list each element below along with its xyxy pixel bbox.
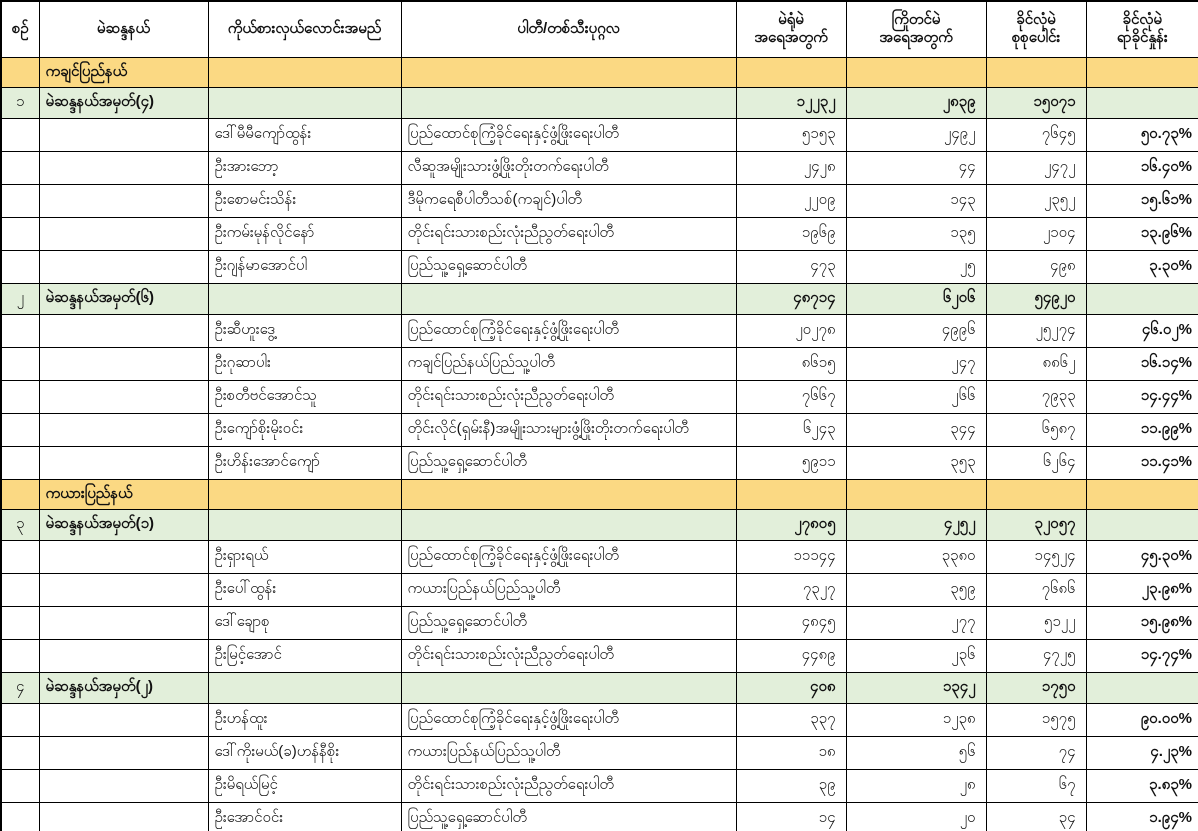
valid-percent-cell [1086, 479, 1198, 509]
constituency-name-cell [39, 769, 208, 802]
advance-votes-cell: ၆၂၀၆ [846, 283, 986, 314]
header-station-votes-line2: အရေအတွက် [754, 29, 828, 47]
valid-percent-cell: ၁၁.၄၁% [1086, 446, 1198, 479]
constituency-name-cell [39, 314, 208, 347]
candidate-name-cell: ဦးမိရယ်မြင့် [208, 769, 401, 802]
table-row [1, 380, 1198, 413]
party-cell [401, 87, 736, 118]
party-cell: တိုင်းရင်းသားစည်းလုံးညီညွတ်ရေးပါတီ [401, 380, 736, 413]
candidate-name-cell: ဦးအားဘော့ [208, 151, 401, 184]
table-row [1, 573, 1198, 606]
party-cell [401, 672, 736, 703]
valid-total-cell: ၇၄ [986, 736, 1086, 769]
station-votes-cell: ၂၇၈၀၅ [736, 509, 846, 540]
candidate-name-cell: ဒေါ်မီမီကျော်ထွန်း [208, 118, 401, 151]
station-votes-cell: ၄၈၄၅ [736, 606, 846, 639]
party-cell: ပြည်သူ့ရှေ့ဆောင်ပါတီ [401, 446, 736, 479]
party-cell: ကချင်ပြည်နယ်ပြည်သူ့ပါတီ [401, 347, 736, 380]
station-votes-cell: ၂၄၂၈ [736, 151, 846, 184]
candidate-name-cell: ဦးဂျန်မာအောင်ပါ [208, 250, 401, 283]
party-cell: ပြည်ထောင်စုကြံ့ခိုင်ရေးနှင့်ဖွံ့ဖြိုးရေးပါတီ [401, 118, 736, 151]
serial-cell [1, 118, 39, 151]
serial-cell [1, 703, 39, 736]
valid-total-cell: ၁၅၀၇၁ [986, 87, 1086, 118]
serial-cell: ၃ [1, 509, 39, 540]
valid-total-cell: ၄၇၂၅ [986, 639, 1086, 672]
valid-total-cell: ၃၄ [986, 802, 1086, 831]
station-votes-cell: ၅၁၅၃ [736, 118, 846, 151]
valid-total-cell: ၅၄၉၂၀ [986, 283, 1086, 314]
candidate-name-cell: ဒေါ်ချောစု [208, 606, 401, 639]
party-cell: တိုင်းရင်းသားစည်းလုံးညီညွတ်ရေးပါတီ [401, 217, 736, 250]
table-body [1, 57, 1198, 831]
valid-percent-cell: ၃.၃၀% [1086, 250, 1198, 283]
valid-total-cell: ၁၄၅၂၄ [986, 540, 1086, 573]
valid-total-cell: ၂၃၅၂ [986, 184, 1086, 217]
valid-percent-cell: ၁၃.၉၆% [1086, 217, 1198, 250]
valid-percent-cell: ၁၄.၇၄% [1086, 639, 1198, 672]
header-advance-votes-line1: ကြိုတင်မဲ [891, 10, 941, 28]
advance-votes-cell: ၂၄၉၂ [846, 118, 986, 151]
header-candidate-name: ကိုယ်စားလှယ်လောင်းအမည် [208, 1, 401, 57]
advance-votes-cell: ၁၃၅ [846, 217, 986, 250]
station-votes-cell: ၅၉၁၁ [736, 446, 846, 479]
constituency-name-cell [39, 703, 208, 736]
serial-cell [1, 802, 39, 831]
serial-cell [1, 57, 39, 87]
table-row [1, 672, 1198, 703]
serial-cell [1, 639, 39, 672]
table-row [1, 639, 1198, 672]
valid-percent-cell [1086, 283, 1198, 314]
serial-cell [1, 151, 39, 184]
station-votes-cell: ၁၂၂၃၂ [736, 87, 846, 118]
state-name-cell: ကယားပြည်နယ် [39, 479, 208, 509]
advance-votes-cell: ၁၃၄၂ [846, 672, 986, 703]
table-row [1, 118, 1198, 151]
constituency-name-cell [39, 606, 208, 639]
candidate-name-cell: ဦးအောင်ဝင်း [208, 802, 401, 831]
valid-percent-cell [1086, 87, 1198, 118]
advance-votes-cell: ၅၆ [846, 736, 986, 769]
valid-total-cell [986, 479, 1086, 509]
advance-votes-cell: ၂၀ [846, 802, 986, 831]
valid-percent-cell: ၄၅.၃၀% [1086, 540, 1198, 573]
candidate-name-cell: ဦးဟန်ထူး [208, 703, 401, 736]
station-votes-cell: ၇၆၆၇ [736, 380, 846, 413]
serial-cell: ၂ [1, 283, 39, 314]
constituency-name-cell: မဲဆန္ဒနယ်အမှတ်(၁) [39, 509, 208, 540]
valid-total-cell: ၆၇ [986, 769, 1086, 802]
party-cell: ဒီမိုကရေစီပါတီသစ်(ကချင်)ပါတီ [401, 184, 736, 217]
constituency-name-cell [39, 413, 208, 446]
party-cell: ပြည်ထောင်စုကြံ့ခိုင်ရေးနှင့်ဖွံ့ဖြိုးရေးပါတီ [401, 314, 736, 347]
table-row [1, 250, 1198, 283]
candidate-name-cell: ဦးကမ်းမုန်လိုင်နော် [208, 217, 401, 250]
serial-cell [1, 606, 39, 639]
station-votes-cell: ၄၀၈ [736, 672, 846, 703]
party-cell [401, 509, 736, 540]
valid-percent-cell: ၅၀.၇၃% [1086, 118, 1198, 151]
serial-cell: ၄ [1, 672, 39, 703]
advance-votes-cell: ၁၄၃ [846, 184, 986, 217]
candidate-name-cell: ဒေါ်ကိုးမယ်(ခ)ဟန်နီစိုး [208, 736, 401, 769]
table-header [1, 1, 1198, 57]
table-row [1, 151, 1198, 184]
serial-cell [1, 217, 39, 250]
candidate-name-cell: ဦးကျော်စိုးမိုးဝင်း [208, 413, 401, 446]
serial-cell [1, 540, 39, 573]
header-constituency: မဲဆန္ဒနယ် [39, 1, 208, 57]
table-row [1, 57, 1198, 87]
constituency-name-cell [39, 347, 208, 380]
party-cell: ပြည်သူ့ရှေ့ဆောင်ပါတီ [401, 802, 736, 831]
serial-cell [1, 347, 39, 380]
advance-votes-cell: ၂၃၆ [846, 639, 986, 672]
party-cell: ပြည်သူ့ရှေ့ဆောင်ပါတီ [401, 606, 736, 639]
station-votes-cell: ၁၉၆၉ [736, 217, 846, 250]
valid-percent-cell: ၁၆.၄၀% [1086, 151, 1198, 184]
table-row [1, 736, 1198, 769]
header-valid-total-line2: စုစုပေါင်း [1011, 29, 1061, 47]
party-cell: တိုင်းလိုင်(ရှမ်းနီ)အမျိုးသားများဖွံ့ဖြိုးတိုးတက်ရေးပါတီ [401, 413, 736, 446]
valid-percent-cell: ၂၃.၉၈% [1086, 573, 1198, 606]
valid-percent-cell: ၁၆.၁၄% [1086, 347, 1198, 380]
valid-total-cell: ၄၉၈ [986, 250, 1086, 283]
header-valid-percent-line2: ရာခိုင်နှုန်း [1116, 29, 1168, 47]
valid-percent-cell: ၁၁.၉၉% [1086, 413, 1198, 446]
advance-votes-cell: ၂၈၃၉ [846, 87, 986, 118]
party-cell: တိုင်းရင်းသားစည်းလုံးညီညွတ်ရေးပါတီ [401, 769, 736, 802]
serial-cell: ၁ [1, 87, 39, 118]
station-votes-cell: ၄၈၇၁၄ [736, 283, 846, 314]
header-valid-total-line1: ခိုင်လုံမဲ [1016, 10, 1056, 28]
station-votes-cell: ၁၈ [736, 736, 846, 769]
station-votes-cell: ၁၄ [736, 802, 846, 831]
table-row [1, 479, 1198, 509]
constituency-name-cell [39, 639, 208, 672]
header-advance-votes [846, 1, 986, 57]
party-cell: ကယားပြည်နယ်ပြည်သူ့ပါတီ [401, 736, 736, 769]
header-valid-percent-line1: ခိုင်လုံမဲ [1122, 10, 1162, 28]
state-name-cell: ကချင်ပြည်နယ် [39, 57, 208, 87]
station-votes-cell: ၄၇၃ [736, 250, 846, 283]
constituency-name-cell [39, 151, 208, 184]
table-row [1, 606, 1198, 639]
constituency-name-cell: မဲဆန္ဒနယ်အမှတ်(၂) [39, 672, 208, 703]
serial-cell [1, 184, 39, 217]
valid-total-cell: ၂၄၇၂ [986, 151, 1086, 184]
valid-total-cell: ၇၆၈၆ [986, 573, 1086, 606]
valid-percent-cell: ၁၅.၉၈% [1086, 606, 1198, 639]
station-votes-cell: ၈၆၁၅ [736, 347, 846, 380]
constituency-name-cell [39, 217, 208, 250]
candidate-name-cell: ဦးပေါ်ထွန်း [208, 573, 401, 606]
constituency-name-cell [39, 736, 208, 769]
serial-cell [1, 736, 39, 769]
table-row [1, 87, 1198, 118]
advance-votes-cell: ၂၄၇ [846, 347, 986, 380]
serial-cell [1, 769, 39, 802]
advance-votes-cell [846, 479, 986, 509]
valid-percent-cell: ၁၅.၆၁% [1086, 184, 1198, 217]
header-station-votes [736, 1, 846, 57]
constituency-name-cell: မဲဆန္ဒနယ်အမှတ်(၆) [39, 283, 208, 314]
valid-percent-cell: ၃.၈၃% [1086, 769, 1198, 802]
valid-total-cell: ၆၅၈၇ [986, 413, 1086, 446]
table-row [1, 446, 1198, 479]
serial-cell [1, 413, 39, 446]
candidate-name-cell: ဦးရှားရယ် [208, 540, 401, 573]
table-row [1, 802, 1198, 831]
serial-cell [1, 573, 39, 606]
advance-votes-cell: ၃၃၈၀ [846, 540, 986, 573]
advance-votes-cell: ၄၄ [846, 151, 986, 184]
valid-percent-cell: ၉၀.၀၀% [1086, 703, 1198, 736]
station-votes-cell: ၃၉ [736, 769, 846, 802]
table-row [1, 283, 1198, 314]
valid-total-cell: ၅၁၂၂ [986, 606, 1086, 639]
station-votes-cell: ၃၃၇ [736, 703, 846, 736]
advance-votes-cell: ၄၂၅၂ [846, 509, 986, 540]
station-votes-cell: ၄၄၈၉ [736, 639, 846, 672]
station-votes-cell: ၁၁၁၄၄ [736, 540, 846, 573]
party-cell: ပြည်သူ့ရှေ့ဆောင်ပါတီ [401, 250, 736, 283]
station-votes-cell: ၂၂၀၉ [736, 184, 846, 217]
table-row [1, 509, 1198, 540]
serial-cell [1, 380, 39, 413]
party-cell [401, 283, 736, 314]
advance-votes-cell: ၁၂၃၈ [846, 703, 986, 736]
advance-votes-cell: ၂၇၇ [846, 606, 986, 639]
candidate-name-cell: ဦးမြင့်အောင် [208, 639, 401, 672]
valid-total-cell: ၇၆၄၅ [986, 118, 1086, 151]
table-row [1, 314, 1198, 347]
valid-percent-cell: ၁၄.၄၄% [1086, 380, 1198, 413]
serial-cell [1, 479, 39, 509]
candidate-name-cell [208, 57, 401, 87]
advance-votes-cell: ၂၅ [846, 250, 986, 283]
header-advance-votes-line2: အရေအတွက် [879, 29, 953, 47]
party-cell: ပြည်ထောင်စုကြံ့ခိုင်ရေးနှင့်ဖွံ့ဖြိုးရေးပါတီ [401, 703, 736, 736]
valid-total-cell: ၁၅၇၅ [986, 703, 1086, 736]
constituency-name-cell: မဲဆန္ဒနယ်အမှတ်(၄) [39, 87, 208, 118]
station-votes-cell: ၇၃၂၇ [736, 573, 846, 606]
candidate-name-cell [208, 479, 401, 509]
party-cell: ပြည်ထောင်စုကြံ့ခိုင်ရေးနှင့်ဖွံ့ဖြိုးရေးပါတီ [401, 540, 736, 573]
advance-votes-cell: ၃၄၄ [846, 413, 986, 446]
station-votes-cell: ၆၂၄၃ [736, 413, 846, 446]
header-serial: စဉ် [1, 1, 39, 57]
valid-total-cell: ၆၂၆၄ [986, 446, 1086, 479]
valid-total-cell: ၂၅၂၇၄ [986, 314, 1086, 347]
constituency-name-cell [39, 380, 208, 413]
header-station-votes-line1: မဲရုံမဲ [778, 10, 804, 28]
advance-votes-cell: ၂၆၆ [846, 380, 986, 413]
table-row [1, 347, 1198, 380]
candidate-name-cell [208, 509, 401, 540]
table-row [1, 184, 1198, 217]
header-valid-percent [1086, 1, 1198, 57]
station-votes-cell [736, 479, 846, 509]
party-cell: တိုင်းရင်းသားစည်းလုံးညီညွတ်ရေးပါတီ [401, 639, 736, 672]
advance-votes-cell: ၂၈ [846, 769, 986, 802]
valid-percent-cell [1086, 57, 1198, 87]
constituency-name-cell [39, 573, 208, 606]
station-votes-cell [736, 57, 846, 87]
header-valid-total [986, 1, 1086, 57]
valid-percent-cell: ၁.၉၄% [1086, 802, 1198, 831]
table-row [1, 413, 1198, 446]
advance-votes-cell [846, 57, 986, 87]
candidate-name-cell [208, 283, 401, 314]
constituency-name-cell [39, 446, 208, 479]
candidate-name-cell: ဦးဟိန်းအောင်ကျော် [208, 446, 401, 479]
table-row [1, 217, 1198, 250]
advance-votes-cell: ၄၉၉၆ [846, 314, 986, 347]
advance-votes-cell: ၃၅၉ [846, 573, 986, 606]
valid-total-cell: ၈၈၆၂ [986, 347, 1086, 380]
candidate-name-cell: ဦးဂုဆာပါး [208, 347, 401, 380]
valid-total-cell: ၁၇၅၀ [986, 672, 1086, 703]
valid-percent-cell: ၄.၂၃% [1086, 736, 1198, 769]
serial-cell [1, 250, 39, 283]
candidate-name-cell: ဦးစတီဗင်အောင်သူ [208, 380, 401, 413]
table-row [1, 540, 1198, 573]
candidate-name-cell: ဦးစောမင်းသိန်း [208, 184, 401, 217]
constituency-name-cell [39, 540, 208, 573]
constituency-name-cell [39, 184, 208, 217]
table-row [1, 769, 1198, 802]
advance-votes-cell: ၃၅၃ [846, 446, 986, 479]
valid-total-cell: ၃၂၀၅၇ [986, 509, 1086, 540]
valid-total-cell: ၂၁၀၄ [986, 217, 1086, 250]
valid-percent-cell [1086, 509, 1198, 540]
valid-percent-cell: ၄၆.၀၂% [1086, 314, 1198, 347]
serial-cell [1, 314, 39, 347]
party-cell [401, 479, 736, 509]
candidate-name-cell: ဦးဆီဟူးဒွေ့ [208, 314, 401, 347]
constituency-name-cell [39, 250, 208, 283]
candidate-name-cell [208, 87, 401, 118]
constituency-name-cell [39, 118, 208, 151]
constituency-name-cell [39, 802, 208, 831]
valid-total-cell: ၇၉၃၃ [986, 380, 1086, 413]
serial-cell [1, 446, 39, 479]
candidate-name-cell [208, 672, 401, 703]
station-votes-cell: ၂၀၂၇၈ [736, 314, 846, 347]
header-party: ပါတီ/တစ်သီးပုဂ္ဂလ [401, 1, 736, 57]
party-cell: လီဆူအမျိုးသားဖွံ့ဖြိုးတိုးတက်ရေးပါတီ [401, 151, 736, 184]
party-cell: ကယားပြည်နယ်ပြည်သူ့ပါတီ [401, 573, 736, 606]
party-cell [401, 57, 736, 87]
table-row [1, 703, 1198, 736]
valid-percent-cell [1086, 672, 1198, 703]
valid-total-cell [986, 57, 1086, 87]
